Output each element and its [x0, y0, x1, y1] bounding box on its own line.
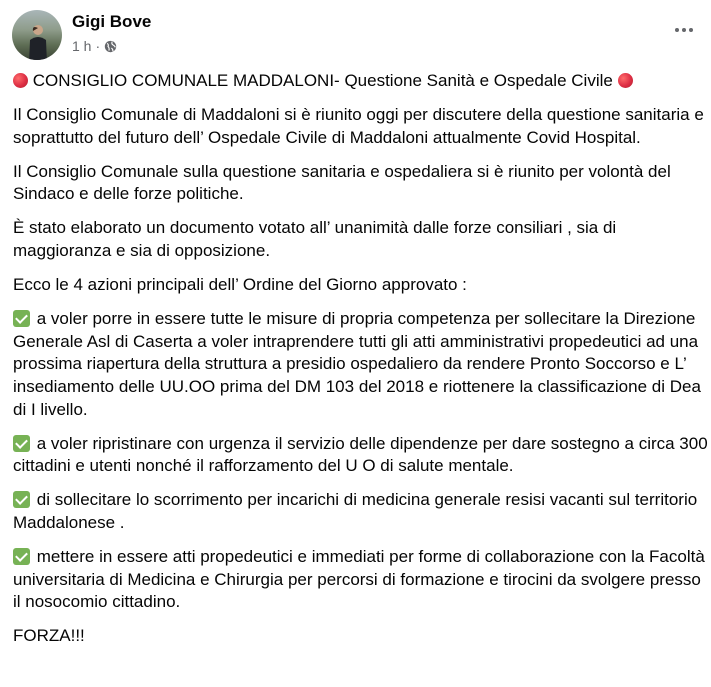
- avatar[interactable]: [12, 10, 62, 60]
- post-content: [13, 70, 708, 659]
- action-item: [13, 546, 708, 614]
- post-title-text: CONSIGLIO COMUNALE MADDALONI- Questione Sanità e Ospedale Civile: [32, 71, 613, 90]
- action-item: [13, 489, 708, 534]
- action-text: a voler porre in essere tutte le misure di propria competenza per sollecitare la Direzione Generale Asl di Caserta a voler intraprendere tutti gli atti amministrativi propedeutici ad una prossima riapertura della struttura a presidio ospedaliero da rendere Pronto Soccorso e L’ insediamento delle UU.OO prima del DM 103 del 2018 e riottenere la classificazione di Dea di I livello.: [13, 309, 701, 419]
- author-name[interactable]: Gigi Bove: [72, 12, 152, 31]
- action-item: [13, 308, 708, 421]
- avatar-person-figure: [28, 24, 48, 60]
- red-circle-emoji-icon: [618, 73, 633, 88]
- closing-text: FORZA!!!: [13, 626, 85, 646]
- post-time[interactable]: 1 h: [72, 38, 92, 54]
- globe-icon[interactable]: [104, 40, 117, 53]
- check-mark-emoji-icon: [13, 310, 30, 327]
- post-title: [13, 70, 708, 93]
- meta-separator: ·: [95, 38, 101, 54]
- post-header: [12, 10, 702, 62]
- action-text: di sollecitare lo scorrimento per incarichi di medicina generale resisi vacanti sul territorio Maddalonese .: [13, 490, 698, 532]
- check-mark-emoji-icon: [13, 491, 30, 508]
- paragraph: Ecco le 4 azioni principali dell’ Ordine del Giorno approvato :: [13, 275, 467, 295]
- paragraph: Il Consiglio Comunale sulla questione sanitaria e ospedaliera si è riunito per volontà del Sindaco e delle forze politiche.: [13, 161, 671, 204]
- paragraph: Il Consiglio Comunale di Maddaloni si è riunito oggi per discutere della questione sanitaria e soprattutto del futuro dell’ Ospedale Civile di Maddaloni attualmente Covid Hospital.: [13, 105, 704, 147]
- more-options-icon[interactable]: [670, 20, 698, 40]
- paragraph: È stato elaborato un documento votato all’ unanimità dalle forze consiliari , sia di maggioranza e sia di opposizione.: [13, 218, 617, 261]
- action-text: a voler ripristinare con urgenza il servizio delle dipendenze per dare sostegno a circa 300 cittadini e utenti nonché il rafforzamento del U O di salute mentale.: [13, 433, 708, 476]
- action-item: [13, 433, 708, 478]
- check-mark-emoji-icon: [13, 435, 30, 452]
- red-circle-emoji-icon: [13, 73, 28, 88]
- post-meta: [72, 38, 117, 54]
- check-mark-emoji-icon: [13, 548, 30, 565]
- action-text: mettere in essere atti propedeutici e immediati per forme di collaborazione con la Facoltà universitaria di Medicina e Chirurgia per percorsi di formazione e tirocini da svolgere presso il nosocomio cittadino.: [13, 547, 705, 612]
